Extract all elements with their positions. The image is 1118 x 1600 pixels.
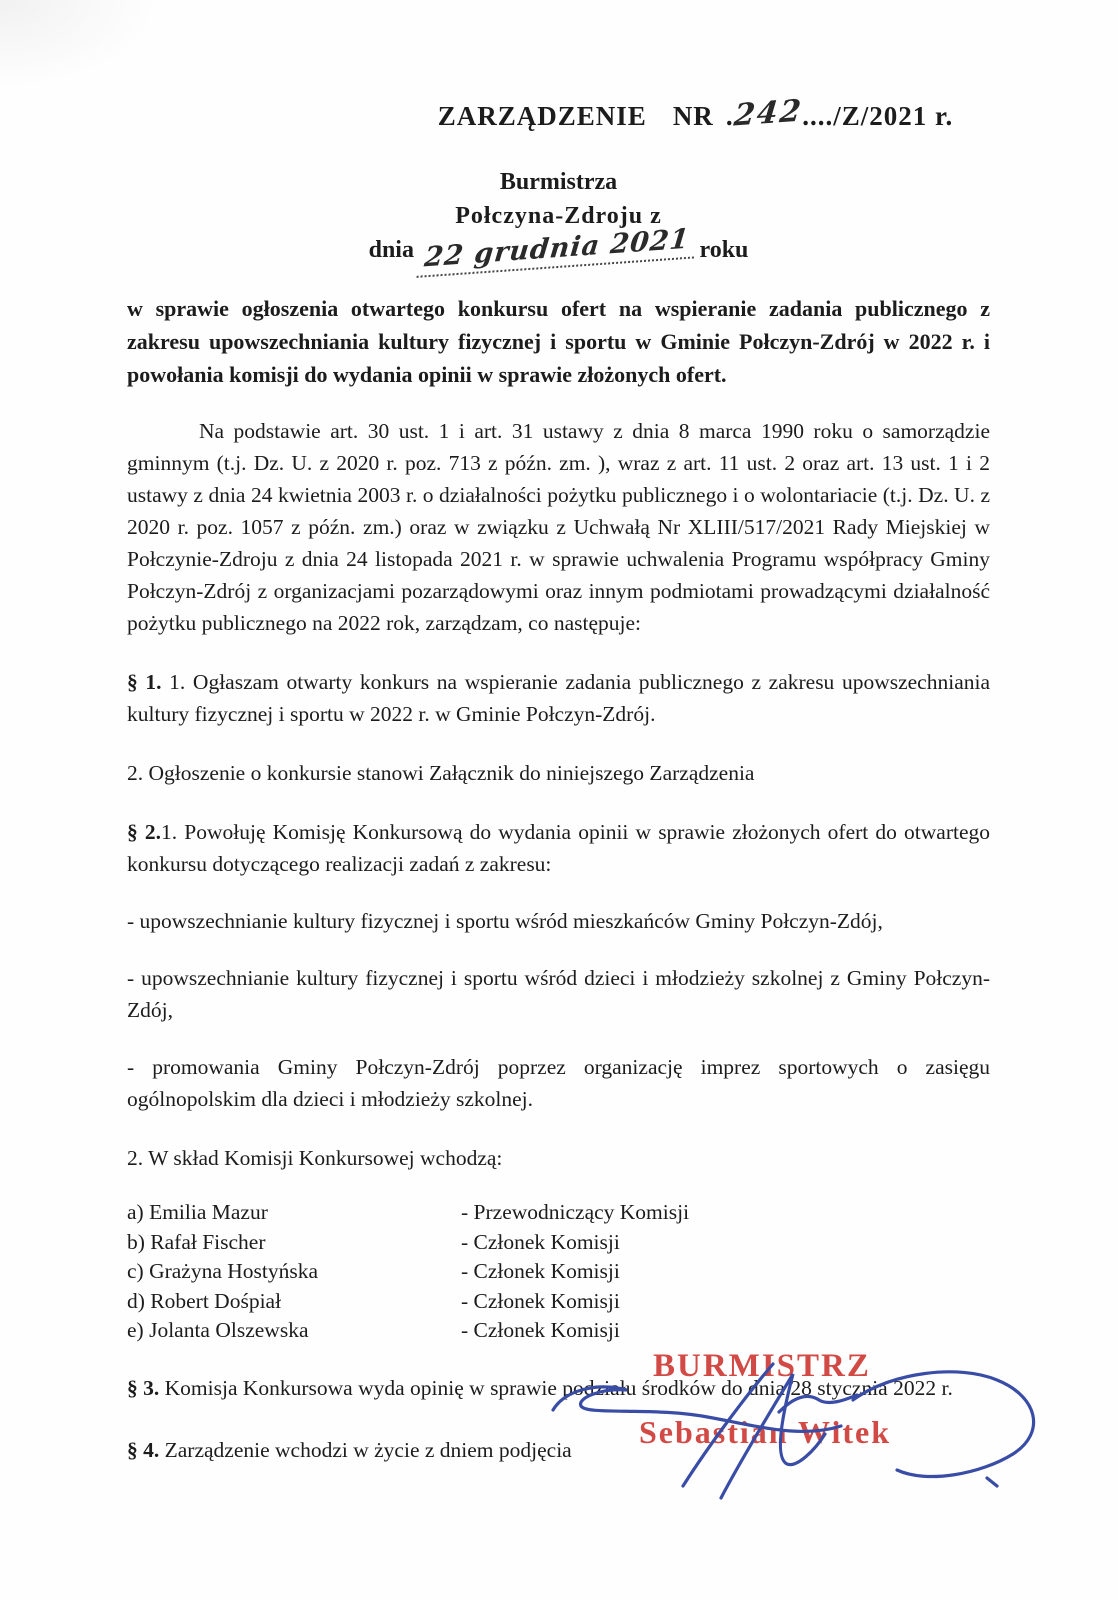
task-bullet-2: - upowszechnianie kultury fizycznej i sportu wśród dzieci i młodzieży szkolnej z Gminy Połczyn-Zdój, bbox=[127, 966, 990, 1022]
handwritten-date: 22 grudnia 2021 bbox=[416, 223, 697, 278]
member-name: e) Jolanta Olszewska bbox=[127, 1318, 309, 1342]
member-name: c) Grażyna Hostyńska bbox=[127, 1259, 319, 1283]
member-name: d) Robert Dośpiał bbox=[127, 1288, 282, 1313]
mayor-name-stamp: Sebastian Witek bbox=[639, 1414, 891, 1450]
title-nr-label: NR bbox=[672, 101, 714, 131]
member-role: - Członek Komisji bbox=[461, 1229, 620, 1254]
date-line bbox=[127, 223, 990, 274]
member-role: - Członek Komisji bbox=[461, 1259, 620, 1283]
member-role: - Członek Komisji bbox=[461, 1288, 620, 1313]
section-4-text: Zarządzenie wchodzi w życie z dniem podjęcia bbox=[159, 1437, 572, 1462]
committee-member-list bbox=[127, 1198, 990, 1346]
subject-paragraph: w sprawie ogłoszenia otwartego konkursu ofert na wspieranie zadania publicznego z zakresu upowszechniania kultury fizycznej i sportu w Gminie Połczyn-Zdrój w 2022 r. i powołania komisji do wydania opinii w sprawie złożonych ofert. bbox=[127, 296, 990, 387]
section-1-point-2: 2. Ogłoszenie o konkursie stanowi Załącznik do niniejszego Zarządzenia bbox=[127, 761, 755, 785]
committee-member-row bbox=[127, 1257, 990, 1287]
committee-member-row bbox=[127, 1198, 990, 1228]
date-suffix: roku bbox=[699, 237, 749, 263]
section-1-paragraph bbox=[127, 666, 990, 730]
member-role: - Przewodniczący Komisji bbox=[461, 1200, 690, 1224]
town-line: Połczyna-Zdroju z bbox=[455, 203, 662, 229]
section-1-text: 1. Ogłaszam otwarty konkurs na wspieranie zadania publicznego z zakresu upowszechniania kultury fizycznej i sportu w 2022 r. w Gminie Połczyn-Zdrój. bbox=[127, 670, 990, 726]
committee-intro: 2. W skład Komisji Konkursowej wchodzą: bbox=[127, 1146, 503, 1170]
task-bullet-3: - promowania Gminy Połczyn-Zdrój poprzez organizację imprez sportowych o zasięgu ogólnopolskim dla dzieci i młodzieży szkolnej. bbox=[127, 1055, 990, 1111]
handwritten-order-number: 242 bbox=[731, 93, 804, 134]
section-3-mark: § 3. bbox=[127, 1375, 160, 1400]
section-1-mark: § 1. bbox=[127, 670, 162, 694]
section-4-mark: § 4. bbox=[127, 1437, 160, 1462]
title-dots-left: . bbox=[725, 101, 734, 131]
mayor-title-stamp: BURMISTRZ bbox=[653, 1348, 871, 1384]
section-2-text: 1. Powołuję Komisję Konkursową do wydania opinii w sprawie złożonych ofert do otwartego konkursu dotyczącego realizacji zadań z zakresu: bbox=[127, 820, 990, 876]
task-bullet-1: - upowszechnianie kultury fizycznej i sportu wśród mieszkańców Gminy Połczyn-Zdój, bbox=[127, 909, 883, 933]
date-prefix: dnia bbox=[368, 237, 414, 263]
document-title bbox=[264, 93, 1118, 134]
section-2-paragraph bbox=[127, 816, 990, 880]
committee-member-row bbox=[127, 1228, 990, 1258]
member-role: - Członek Komisji bbox=[461, 1318, 620, 1342]
member-name: b) Rafał Fischer bbox=[127, 1229, 266, 1254]
authority-line: Burmistrza bbox=[499, 169, 618, 195]
signature-block bbox=[535, 1338, 1095, 1568]
member-name: a) Emilia Mazur bbox=[127, 1200, 268, 1224]
title-word: ZARZĄDZENIE bbox=[437, 101, 647, 131]
handwritten-signature-ink bbox=[535, 1338, 1095, 1568]
committee-member-row bbox=[127, 1287, 990, 1317]
section-3-text: Komisja Konkursowa wyda opinię w sprawie podziału środków do dnia 28 stycznia 2022 r. bbox=[159, 1375, 953, 1400]
legal-basis-paragraph: Na podstawie art. 30 ust. 1 i art. 31 ustawy z dnia 8 marca 1990 roku o samorządzie gminnym (t.j. Dz. U. z 2020 r. poz. 713 z późn. zm. ), wraz z art. 11 ust. 2 oraz art. 13 ust. 1 i 2 ustawy z dnia 24 kwietnia 2003 r. o działalności pożytku publicznego i o wolontariacie (t.j. Dz. U. z 2020 r. poz. 1057 z późn. zm.) oraz w związku z Uchwałą Nr XLIII/517/2021 Rady Miejskiej w Połczynie-Zdroju z dnia 24 listopada 2021 r. w sprawie uchwalenia Programu współpracy Gminy Połczyn-Zdrój z organizacjami pozarządowymi oraz innym podmiotami prowadzącymi działalność pożytku publicznego na 2022 rok, zarządzam, co następuje: bbox=[127, 419, 990, 635]
section-2-mark: § 2. bbox=[127, 820, 162, 844]
title-dots-right: ..../Z/2021 r. bbox=[802, 101, 954, 131]
